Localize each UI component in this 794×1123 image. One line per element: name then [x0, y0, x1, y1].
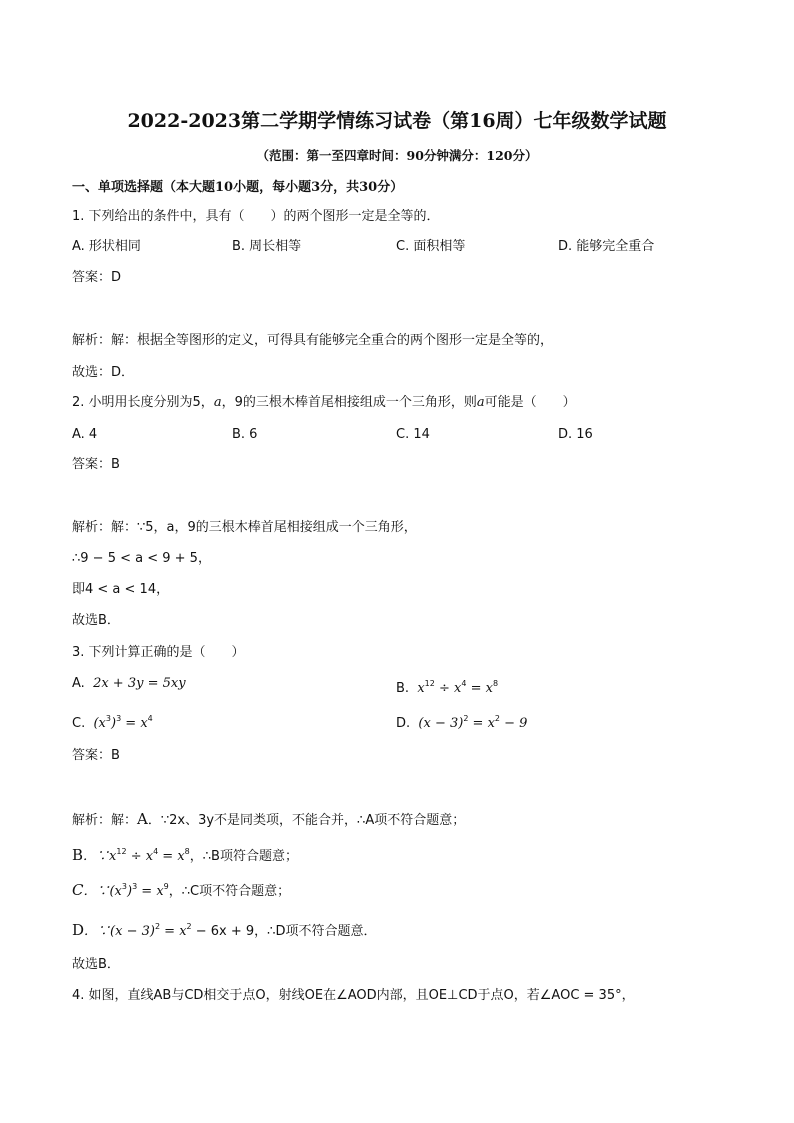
- q3-analysis-a: 解析：解：A．∵2x、3y不是同类项，不能合并，∴A项不符合题意；: [72, 810, 466, 828]
- q1-option-b: B. 周长相等: [232, 239, 302, 254]
- q2-analysis-line-1: 解析：解：∵5，a，9的三根木棒首尾相接组成一个三角形，: [72, 520, 417, 535]
- q1-option-c: C. 面积相等: [396, 239, 466, 254]
- q2-stem: 2. 小明用长度分别为5，a，9的三根木棒首尾相接组成一个三角形，则a可能是（ ）: [72, 395, 576, 410]
- q3-analysis-c: C．$\because(x^3)^3 = x^9$，∴C项不符合题意；: [72, 881, 291, 899]
- q3-option-a: A. 2x + 3y = 5xy: [72, 676, 186, 691]
- page-title: 2022-2023第二学期学情练习试卷（第16周）七年级数学试题: [127, 110, 667, 132]
- q2-option-c: C. 14: [396, 427, 430, 442]
- q2-conclusion: 故选B．: [72, 613, 120, 628]
- q3-conclusion: 故选B．: [72, 957, 120, 972]
- q3-analysis-d: D．∵(x − $3)^2 = x^2 - 6x + 9$，∴D项不符合题意．: [72, 921, 377, 939]
- q2-analysis-line-3: 即4 < a < 14，: [72, 582, 170, 597]
- q3-answer: 答案：B: [72, 748, 120, 763]
- q1-option-a: A. 形状相同: [72, 239, 141, 254]
- q1-analysis: 解析：解：根据全等图形的定义，可得具有能够完全重合的两个图形一定是全等的，: [72, 333, 554, 348]
- q1-option-d: D. 能够完全重合: [558, 239, 655, 254]
- q2-answer: 答案：B: [72, 457, 120, 472]
- q3-option-d: D. $(x - 3)^2 = x^2 - 9$: [396, 714, 528, 731]
- q2-option-b: B. 6: [232, 427, 258, 442]
- q3-option-c: C. $(x^3)^3 = x^4$: [72, 714, 153, 731]
- q2-analysis-line-2: ∴9 − 5 < a < 9 + 5，: [72, 551, 211, 566]
- q1-answer: 答案：D: [72, 270, 122, 285]
- q3-analysis-b: B．$\because x^{12} \div x^4 = x^8$，∴B项符合题意；: [72, 846, 298, 864]
- q3-option-b: B. $x^{12} \div x^4 = x^8$: [396, 679, 499, 696]
- q3-stem: 3. 下列计算正确的是（ ）: [72, 645, 245, 660]
- q1-stem: 1. 下列给出的条件中，具有（ ）的两个图形一定是全等的．: [72, 209, 440, 224]
- page-subtitle: （范围：第一至四章时间：90分钟满分：120分）: [256, 148, 538, 163]
- section-heading: 一、单项选择题（本大题10小题，每小题3分，共30分）: [72, 180, 404, 195]
- q4-stem: 4. 如图，直线AB与CD相交于点O，射线OE在∠AOD内部，且OE⊥CD于点O，若∠AOC = 35°，: [72, 988, 635, 1003]
- q1-conclusion: 故选：D．: [72, 365, 135, 380]
- q2-option-a: A. 4: [72, 427, 98, 442]
- q2-option-d: D. 16: [558, 427, 593, 442]
